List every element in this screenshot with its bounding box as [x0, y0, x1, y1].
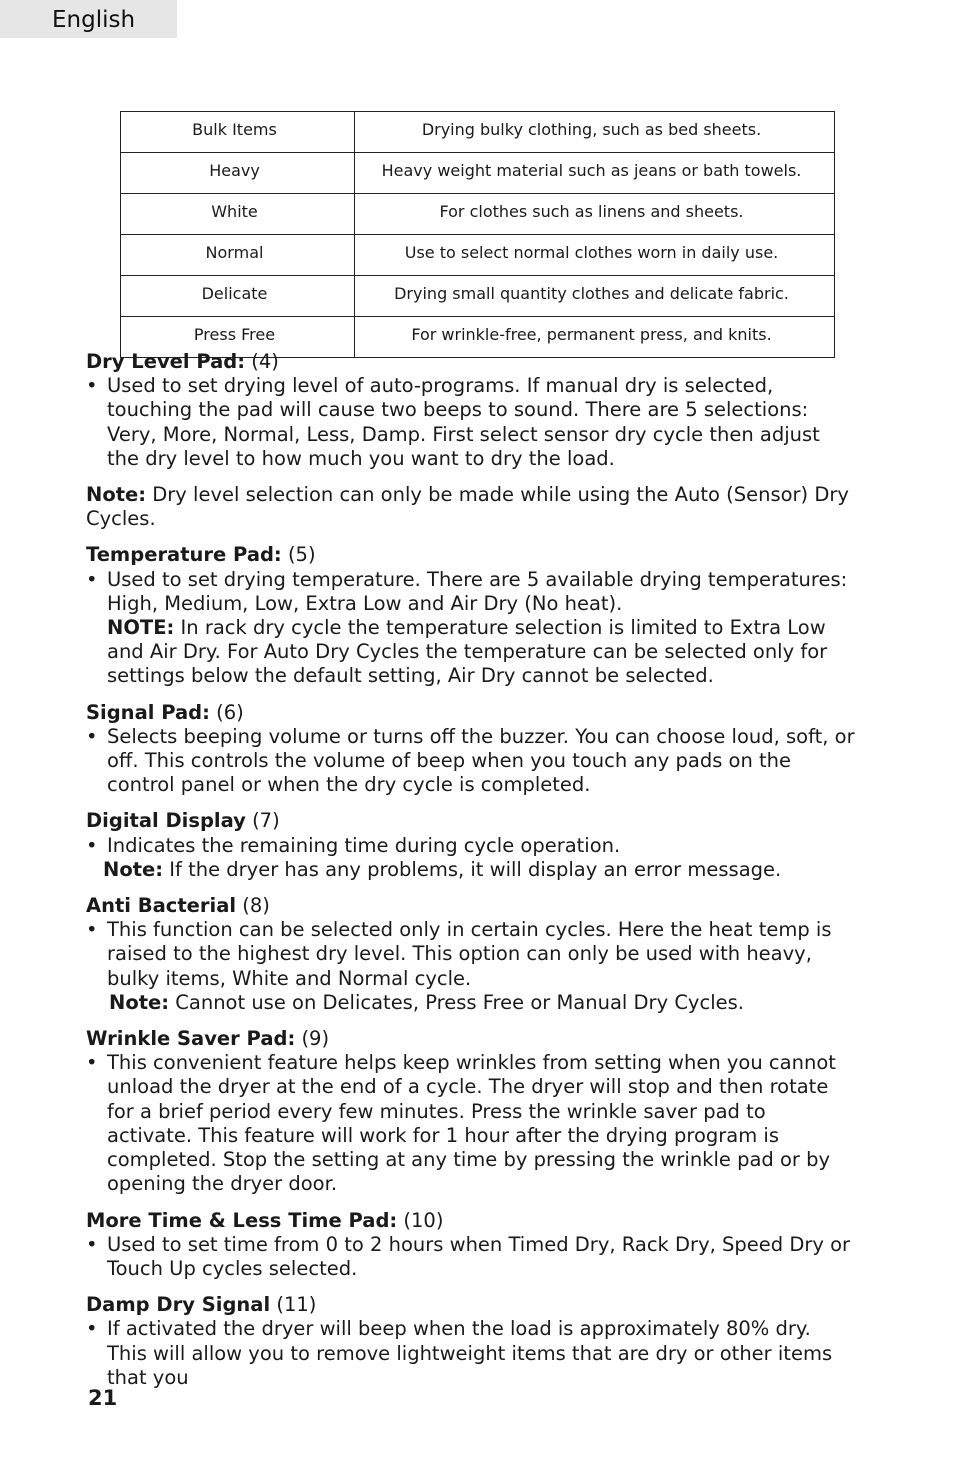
anti-bacterial-section	[86, 894, 856, 1015]
section-heading	[86, 701, 856, 725]
digital-display-section	[86, 809, 856, 882]
page-number: 21	[88, 1386, 118, 1410]
note-label: NOTE:	[107, 616, 175, 640]
bullet-text: • Used to set drying level of auto-programs. If manual dry is selected, touching the pad will cause two beeps to sound. There are 5 selections: Very, More, Normal, Less, Damp. First select sensor dry cycle then adjust the dry level to how much you want to dry the load.	[86, 374, 856, 471]
section-heading	[86, 1293, 856, 1317]
anti-bacterial-note	[86, 991, 856, 1015]
section-heading	[86, 543, 856, 567]
temperature-section	[86, 543, 856, 688]
section-number: (5)	[287, 543, 316, 567]
more-less-time-section	[86, 1209, 856, 1282]
bullet-text: • Indicates the remaining time during cycle operation.	[86, 834, 856, 858]
language-tab: English	[0, 0, 177, 38]
table-row	[121, 153, 835, 194]
section-title: Temperature Pad:	[86, 543, 282, 567]
cycle-name: Heavy	[121, 153, 355, 194]
bullet-text: • Used to set drying temperature. There are 5 available drying temperatures: High, Medium, Low, Extra Low and Air Dry (No heat).	[86, 568, 856, 616]
manual-content	[86, 350, 856, 1402]
note-text: Dry level selection can only be made while using the Auto (Sensor) Dry Cycles.	[86, 483, 849, 531]
cycle-description: Drying small quantity clothes and delicate fabric.	[355, 276, 835, 317]
section-number: (10)	[403, 1208, 444, 1232]
section-number: (11)	[276, 1293, 317, 1317]
cycle-description: For wrinkle-free, permanent press, and knits.	[355, 317, 835, 358]
table-row	[121, 112, 835, 153]
section-heading	[86, 350, 856, 374]
section-number: (9)	[301, 1027, 330, 1051]
signal-section	[86, 701, 856, 798]
display-note	[86, 858, 856, 882]
note-text: If the dryer has any problems, it will display an error message.	[169, 857, 782, 881]
cycle-description: Drying bulky clothing, such as bed sheets.	[355, 112, 835, 153]
cycle-description: Heavy weight material such as jeans or bath towels.	[355, 153, 835, 194]
note-label: Note:	[109, 990, 170, 1014]
table-row	[121, 276, 835, 317]
section-number: (7)	[252, 809, 280, 833]
section-heading	[86, 1209, 856, 1233]
bullet-text: • Used to set time from 0 to 2 hours when Timed Dry, Rack Dry, Speed Dry or Touch Up cycles selected.	[86, 1233, 856, 1281]
bullet-text: • This function can be selected only in certain cycles. Here the heat temp is raised to the highest dry level. This option can only be used with heavy, bulky items, White and Normal cycle.	[86, 918, 856, 991]
section-heading	[86, 894, 856, 918]
cycle-name: Press Free	[121, 317, 355, 358]
wrinkle-saver-section	[86, 1027, 856, 1196]
note-text: Cannot use on Delicates, Press Free or Manual Dry Cycles.	[175, 990, 744, 1014]
section-title: Dry Level Pad:	[86, 350, 246, 373]
temperature-note	[86, 616, 856, 689]
table-row	[121, 235, 835, 276]
note-text: In rack dry cycle the temperature selection is limited to Extra Low and Air Dry. For Auto Dry Cycles the temperature can be selected only for settings below the default setting, Air Dry cannot be selected.	[107, 616, 828, 688]
cycle-name: Normal	[121, 235, 355, 276]
dry-level-section	[86, 350, 856, 471]
section-title: Digital Display	[86, 809, 246, 833]
bullet-text: • If activated the dryer will beep when the load is approximately 80% dry. This will allow you to remove lightweight items that are dry or other items that you	[86, 1317, 856, 1390]
section-heading	[86, 809, 856, 833]
cycle-table	[120, 111, 835, 358]
section-number: (6)	[216, 700, 244, 724]
section-heading	[86, 1027, 856, 1051]
bullet-text: • This convenient feature helps keep wrinkles from setting when you cannot unload the dryer at the end of a cycle. The dryer will stop and then rotate for a brief period every few minutes. Press the wrinkle saver pad to activate. This feature will work for 1 hour after the drying program is completed. Stop the setting at any time by pressing the wrinkle pad or by opening the dryer door.	[86, 1051, 856, 1196]
cycle-description: For clothes such as linens and sheets.	[355, 194, 835, 235]
section-title: Signal Pad:	[86, 700, 210, 724]
dry-level-note	[86, 483, 856, 531]
cycle-name: Delicate	[121, 276, 355, 317]
section-number: (4)	[251, 350, 279, 373]
section-title: More Time & Less Time Pad:	[86, 1208, 398, 1232]
bullet-text: • Selects beeping volume or turns off the buzzer. You can choose loud, soft, or off. This controls the volume of beep when you touch any pads on the control panel or when the dry cycle is completed.	[86, 725, 856, 798]
note-label: Note:	[86, 483, 147, 507]
cycle-name: White	[121, 194, 355, 235]
note-label: Note:	[103, 857, 164, 881]
cycle-description: Use to select normal clothes worn in daily use.	[355, 235, 835, 276]
section-title: Anti Bacterial	[86, 894, 237, 918]
section-number: (8)	[242, 894, 270, 918]
section-title: Wrinkle Saver Pad:	[86, 1027, 296, 1051]
cycle-name: Bulk Items	[121, 112, 355, 153]
table-row	[121, 194, 835, 235]
section-title: Damp Dry Signal	[86, 1293, 271, 1317]
damp-dry-section	[86, 1293, 856, 1390]
